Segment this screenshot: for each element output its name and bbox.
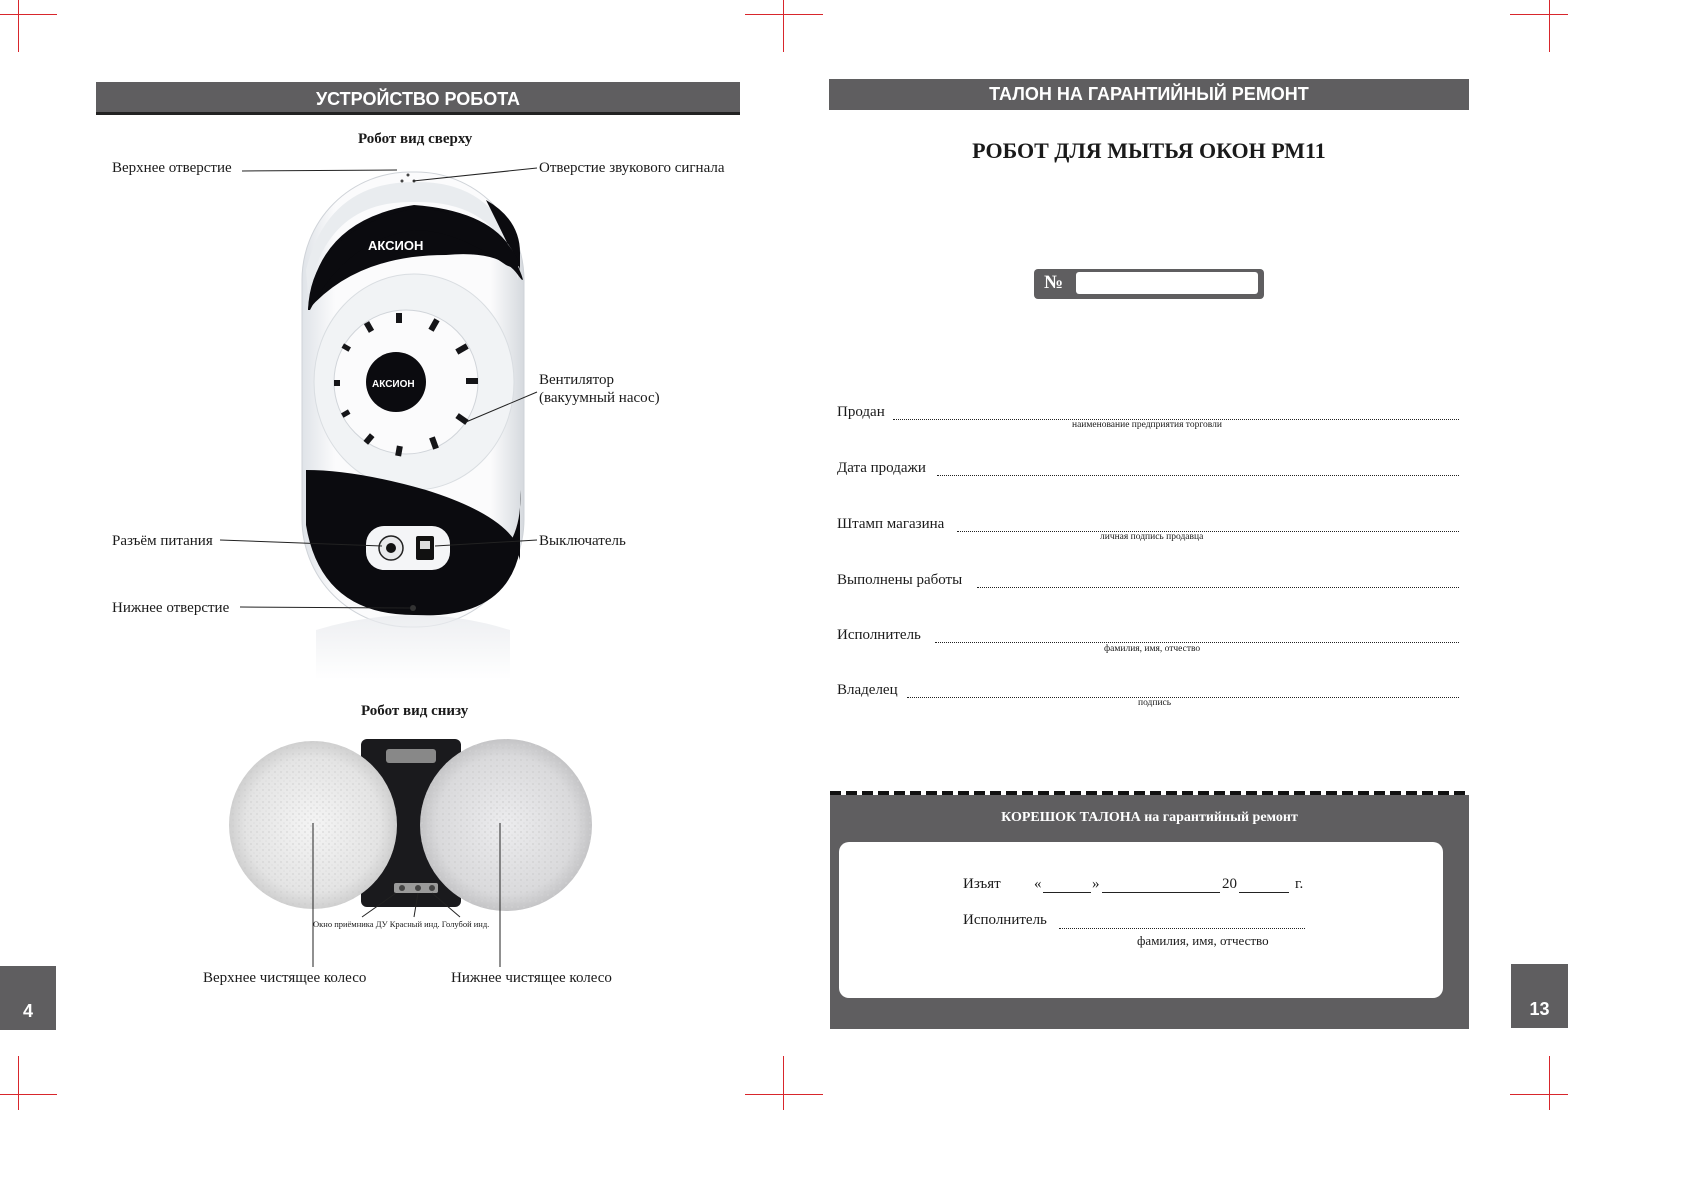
crop-mark: [1510, 1094, 1568, 1095]
crop-mark: [1510, 14, 1568, 15]
right-header-title: ТАЛОН НА ГАРАНТИЙНЫЙ РЕМОНТ: [989, 84, 1309, 104]
right-page-number-text: 13: [1529, 999, 1550, 1019]
field-work-done-line: [977, 587, 1459, 588]
stub-inner: [839, 842, 1443, 998]
crop-mark: [745, 1094, 823, 1095]
stub-executor-line: [1059, 928, 1305, 929]
stub-cut-line: [830, 791, 1469, 795]
left-page-number: [0, 966, 56, 1030]
field-sold-caption: наименование предприятия торговли: [1072, 420, 1222, 430]
label-upper-wheel: Верхнее чистящее колесо: [203, 970, 367, 986]
stub-executor-label: Исполнитель: [963, 912, 1047, 928]
right-page-number: [1511, 964, 1568, 1028]
field-store-stamp-label: Штамп магазина: [837, 516, 945, 532]
field-work-done[interactable]: [837, 571, 1459, 591]
leader-lines-top: [0, 0, 784, 700]
field-sale-date[interactable]: [837, 459, 1459, 479]
warranty-title: РОБОТ ДЛЯ МЫТЬЯ ОКОН РМ11: [972, 138, 1326, 163]
field-owner-caption: подпись: [1138, 698, 1172, 708]
stub-withdrawn-label: Изъят: [963, 876, 1001, 892]
stub-title: КОРЕШОК ТАЛОНА на гарантийный ремонт: [1001, 810, 1298, 825]
label-fan: Вентилятор: [539, 372, 615, 388]
number-field[interactable]: [1076, 272, 1258, 294]
number-sign: №: [1044, 272, 1064, 293]
stub-day-line: [1043, 892, 1091, 893]
field-executor-line: [935, 642, 1459, 643]
crop-mark: [783, 1056, 784, 1110]
stub-month-line: [1102, 892, 1220, 893]
crop-mark: [18, 1056, 19, 1110]
field-sold-label: Продан: [837, 404, 885, 420]
field-owner-line: [907, 697, 1459, 698]
blue-indicator: [429, 885, 435, 891]
stub-executor-caption: фамилия, имя, отчество: [1137, 933, 1269, 948]
field-executor-caption: фамилия, имя, отчество: [1104, 644, 1201, 654]
stub-year-prefix: 20: [1222, 876, 1237, 892]
label-fan-sub: (вакуумный насос): [539, 390, 660, 406]
stub-quote-close: »: [1092, 876, 1100, 892]
right-header-bar: [829, 79, 1469, 110]
robot-bottom-view: [226, 735, 598, 985]
label-top-hole: Верхнее отверстие: [112, 160, 232, 176]
red-indicator: [415, 885, 421, 891]
brand-logo-center: АКСИОН: [372, 379, 415, 390]
field-executor-label: Исполнитель: [837, 627, 921, 643]
field-owner-label: Владелец: [837, 682, 898, 698]
field-sale-date-line: [937, 475, 1459, 476]
bottom-indicators-caption: Окно приёмника ДУ Красный инд. Голубой инд.: [313, 919, 490, 929]
field-executor[interactable]: [837, 626, 1459, 646]
brand-logo-top: АКСИОН: [368, 238, 424, 253]
left-header-title: УСТРОЙСТВО РОБОТА: [315, 89, 521, 109]
label-switch: Выключатель: [539, 533, 626, 549]
label-power-socket: Разъём питания: [112, 533, 213, 549]
field-store-stamp-caption: личная подпись продавца: [1100, 532, 1204, 542]
ir-receiver: [399, 885, 405, 891]
crop-mark: [1549, 0, 1550, 52]
stub-withdrawn-row[interactable]: [963, 876, 1313, 896]
left-page-number-text: 4: [22, 1001, 33, 1021]
stub-quote-open: «: [1034, 876, 1042, 892]
field-work-done-label: Выполнены работы: [837, 572, 963, 588]
stub-executor-row[interactable]: [963, 912, 1305, 932]
label-lower-wheel: Нижнее чистящее колесо: [451, 970, 612, 986]
field-sale-date-label: Дата продажи: [837, 460, 926, 476]
crop-mark: [0, 1094, 57, 1095]
label-bottom-hole: Нижнее отверстие: [112, 600, 230, 616]
top-view-title: Робот вид сверху: [358, 131, 473, 147]
field-store-stamp-line: [957, 531, 1459, 532]
crop-mark: [1549, 1056, 1550, 1110]
stub-year-line: [1239, 892, 1289, 893]
bottom-view-title: Робот вид снизу: [361, 703, 469, 719]
number-box: [1034, 269, 1264, 299]
label-sound-hole: Отверстие звукового сигнала: [539, 160, 725, 176]
stub-panel: [830, 791, 1469, 1029]
stub-year-suffix: г.: [1295, 876, 1304, 892]
